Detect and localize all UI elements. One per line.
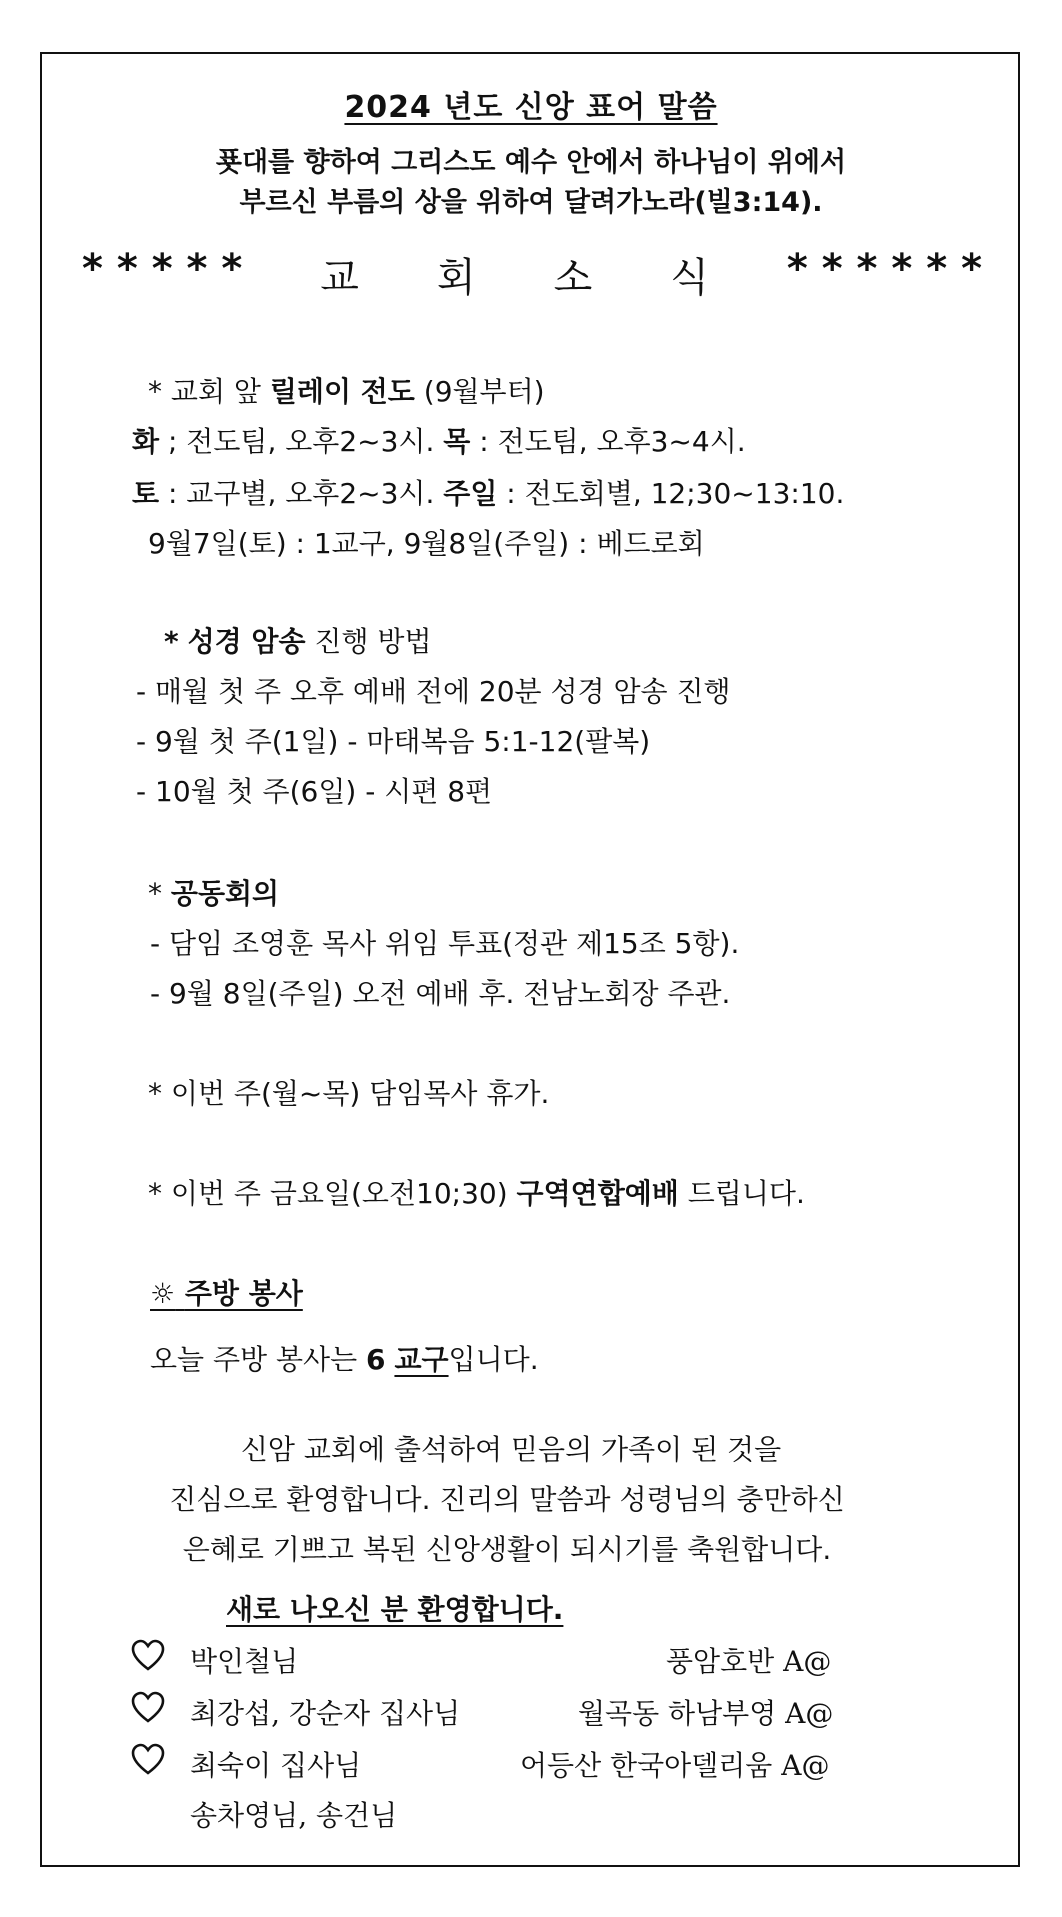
vacation-notice: * 이번 주(월~목) 담임목사 휴가. (148, 1077, 550, 1110)
memorize-item: - 9월 첫 주(1일) - 마태복음 5:1-12(팔복) (136, 725, 651, 758)
council-item: - 9월 8일(주일) 오전 예배 후. 전남노회장 주관. (150, 977, 731, 1010)
newcomer-address: 풍암호반 A@ (666, 1645, 832, 1678)
memorize-item: - 10월 첫 주(6일) - 시편 8편 (136, 775, 493, 808)
list-item (130, 1742, 166, 1782)
banner-word: 소 (553, 255, 593, 301)
memorize-item: - 매월 첫 주 오후 예배 전에 20분 성경 암송 진행 (136, 675, 731, 708)
newcomer-extra: 송차영님, 송건님 (190, 1799, 398, 1832)
page-title: 2024 년도 신앙 표어 말씀 (344, 90, 718, 125)
news-banner (82, 246, 982, 303)
heart-icon (130, 1690, 166, 1726)
banner-stars-left: * * * * * (82, 246, 243, 292)
memorize-heading: * 성경 암송 진행 방법 (164, 625, 432, 658)
list-item (130, 1690, 166, 1730)
newcomer-address: 월곡동 하남부영 A@ (578, 1697, 834, 1730)
bullet: * (148, 375, 162, 408)
kitchen-heading: ☼ 주방 봉사 (150, 1277, 303, 1310)
council-heading: * 공동회의 (148, 877, 280, 910)
relay-row-2: 토 : 교구별, 오후2~3시. 주일 : 전도회별, 12;30~13:10. (132, 477, 845, 510)
verse-line-2: 부르신 부름의 상을 위하여 달려가노라(빌3:14). (239, 187, 823, 218)
relay-row-3: 9월7일(토) : 1교구, 9월8일(주일) : 베드로회 (148, 527, 705, 560)
banner-word: 식 (670, 255, 709, 301)
banner-word: 회 (436, 255, 476, 301)
friday-notice: * 이번 주 금요일(오전10;30) 구역연합예배 드립니다. (148, 1177, 805, 1210)
newcomer-name: 박인철님 (190, 1645, 299, 1678)
newcomer-name: 최강섭, 강순자 집사님 (190, 1697, 461, 1730)
newcomer-address: 어등산 한국아델리움 A@ (520, 1749, 830, 1782)
verse-line-1: 푯대를 향하여 그리스도 예수 안에서 하나님이 위에서 (215, 147, 847, 178)
banner-word: 교 (320, 255, 359, 301)
relay-row-1: 화 ; 전도팀, 오후2~3시. 목 : 전도팀, 오후3~4시. (132, 425, 746, 458)
council-item: - 담임 조영훈 목사 위임 투표(정관 제15조 5항). (150, 927, 740, 960)
welcome-line-3: 은혜로 기쁘고 복된 신앙생활이 되시기를 축원합니다. (182, 1533, 832, 1566)
heart-icon (130, 1638, 166, 1674)
banner-stars-right: * * * * * * (786, 246, 982, 292)
welcome-line-1: 신암 교회에 출석하여 믿음의 가족이 된 것을 (240, 1433, 782, 1466)
list-item (130, 1638, 166, 1678)
welcome-heading: 새로 나오신 분 환영합니다. (226, 1593, 564, 1626)
kitchen-text: 오늘 주방 봉사는 6 교구입니다. (150, 1343, 539, 1376)
relay-heading: * 교회 앞 릴레이 전도 (9월부터) (148, 375, 545, 408)
sun-icon: ☼ (150, 1277, 176, 1310)
welcome-line-2: 진심으로 환영합니다. 진리의 말씀과 성령님의 충만하신 (169, 1483, 845, 1516)
heart-icon (130, 1742, 166, 1778)
newcomer-name: 최숙이 집사님 (190, 1749, 362, 1782)
